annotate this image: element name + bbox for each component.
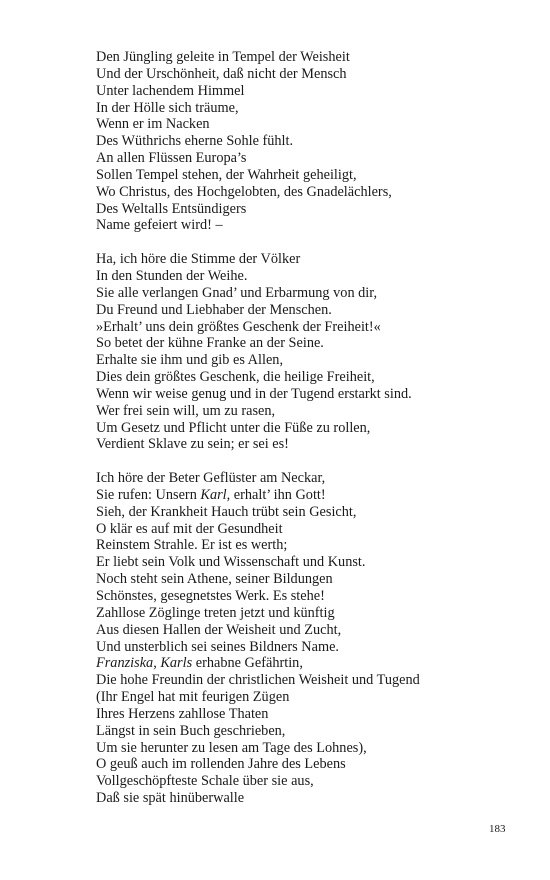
line-text: Schönstes, gesegnetstes Werk. Es stehe! [96, 588, 325, 604]
verse-line [96, 554, 526, 571]
verse-line [96, 116, 526, 133]
verse-line [96, 740, 526, 757]
line-text: Des Weltalls Entsündigers [96, 200, 247, 217]
verse-line [96, 285, 526, 302]
poem-text [96, 49, 526, 824]
verse-line [96, 672, 526, 689]
verse-line [96, 622, 526, 639]
verse-line [96, 352, 526, 369]
verse-line [96, 268, 526, 285]
verse-line [96, 639, 526, 656]
verse-line [96, 790, 526, 807]
verse-line [96, 756, 526, 773]
line-text: Und unsterblich sei seines Bildners Name. [96, 638, 339, 655]
verse-line [96, 184, 526, 201]
line-text: Verdient Sklave zu sein; er sei es! [96, 436, 289, 453]
stanza [96, 49, 526, 234]
line-text: Des Wüthrichs eherne Sohle fühlt. [96, 133, 294, 150]
line-text: In der Hölle sich träume, [96, 99, 239, 116]
verse-line [96, 66, 526, 83]
italic-name: Karl [200, 486, 227, 503]
verse-line [96, 470, 526, 487]
verse-line [96, 605, 526, 622]
line-text: Ich höre der Beter Geflüster am Neckar, [96, 470, 326, 487]
verse-line [96, 773, 526, 790]
verse-line [96, 571, 526, 588]
line-text: An allen Flüssen Europa’s [96, 150, 247, 167]
verse-line [96, 369, 526, 386]
verse-line [96, 49, 526, 66]
line-text: Um sie herunter zu lesen am Tage des Lohnes), [96, 739, 367, 756]
verse-line [96, 655, 526, 672]
line-text: Sieh, der Krankheit Hauch trübt sein Gesicht, [96, 503, 357, 520]
verse-line [96, 521, 526, 538]
line-text: O klär es auf mit der Gesundheit [96, 520, 283, 537]
line-text: Die hohe Freundin der christlichen Weisheit und Tugend [96, 672, 420, 689]
line-text: O geuß auch im rollenden Jahre des Lebens [96, 756, 346, 773]
line-text: Er liebt sein Volk und Wissenschaft und Kunst. [96, 554, 366, 571]
verse-line [96, 436, 526, 453]
line-text: Reinstem Strahle. Er ist es werth; [96, 537, 288, 554]
line-text: Sollen Tempel stehen, der Wahrheit geheiligt, [96, 166, 357, 183]
stanza [96, 470, 526, 807]
italic-name: Karls [160, 655, 193, 672]
line-text: Dies dein größtes Geschenk, die heilige Freiheit, [96, 369, 375, 386]
verse-line [96, 723, 526, 740]
verse-line [96, 217, 526, 234]
line-text: So betet der kühne Franke an der Seine. [96, 335, 324, 352]
verse-line [96, 706, 526, 723]
line-text: Und der Urschönheit, daß nicht der Mensch [96, 65, 347, 82]
verse-line [96, 251, 526, 268]
line-text: Aus diesen Hallen der Weisheit und Zucht, [96, 621, 342, 638]
verse-line [96, 420, 526, 437]
verse-line [96, 403, 526, 420]
line-text: Name gefeiert wird! – [96, 217, 223, 234]
verse-line [96, 504, 526, 521]
line-text: Unter lachendem Himmel [96, 82, 245, 99]
line-text: (Ihr Engel hat mit feurigen Zügen [96, 689, 290, 706]
verse-line [96, 537, 526, 554]
line-text: , [153, 655, 161, 672]
line-text: In den Stunden der Weihe. [96, 267, 248, 284]
line-text: Um Gesetz und Pflicht unter die Füße zu rollen, [96, 419, 371, 436]
line-text: erhabne Gefährtin, [192, 655, 303, 672]
line-text: Wo Christus, des Hochgelobten, des Gnadelächlers, [96, 183, 392, 200]
verse-line [96, 133, 526, 150]
verse-line [96, 487, 526, 504]
line-text: Sie alle verlangen Gnad’ und Erbarmung von dir, [96, 284, 378, 301]
line-text: Ha, ich höre die Stimme der Völker [96, 251, 301, 268]
verse-line [96, 83, 526, 100]
line-text: Sie rufen: Unsern [96, 486, 201, 503]
verse-line [96, 588, 526, 605]
line-text: »Erhalt’ uns dein größtes Geschenk der Freiheit!« [96, 318, 381, 335]
verse-line [96, 386, 526, 403]
verse-line [96, 689, 526, 706]
line-text: Zahllose Zöglinge treten jetzt und künftig [96, 604, 335, 621]
verse-line [96, 201, 526, 218]
line-text: Längst in sein Buch geschrieben, [96, 722, 286, 739]
verse-line [96, 150, 526, 167]
line-text: Wer frei sein will, um zu rasen, [96, 402, 276, 419]
line-text: , erhalt’ ihn Gott! [226, 486, 326, 503]
verse-line [96, 302, 526, 319]
line-text: Ihres Herzens zahllose Thaten [96, 705, 269, 722]
italic-name: Franziska [96, 655, 154, 672]
line-text: Wenn wir weise genug und in der Tugend erstarkt sind. [96, 385, 412, 402]
line-text: Daß sie spät hinüberwalle [96, 790, 245, 807]
line-text: Erhalte sie ihm und gib es Allen, [96, 352, 284, 369]
line-text: Vollgeschöpfteste Schale über sie aus, [96, 773, 314, 790]
verse-line [96, 100, 526, 117]
line-text: Den Jüngling geleite in Tempel der Weisheit [96, 49, 350, 65]
verse-line [96, 167, 526, 184]
stanza [96, 251, 526, 453]
line-text: Du Freund und Liebhaber der Menschen. [96, 301, 332, 318]
page-number: 183 [489, 823, 506, 835]
line-text: Noch steht sein Athene, seiner Bildungen [96, 571, 333, 588]
verse-line [96, 319, 526, 336]
line-text: Wenn er im Nacken [96, 116, 210, 133]
verse-line [96, 335, 526, 352]
